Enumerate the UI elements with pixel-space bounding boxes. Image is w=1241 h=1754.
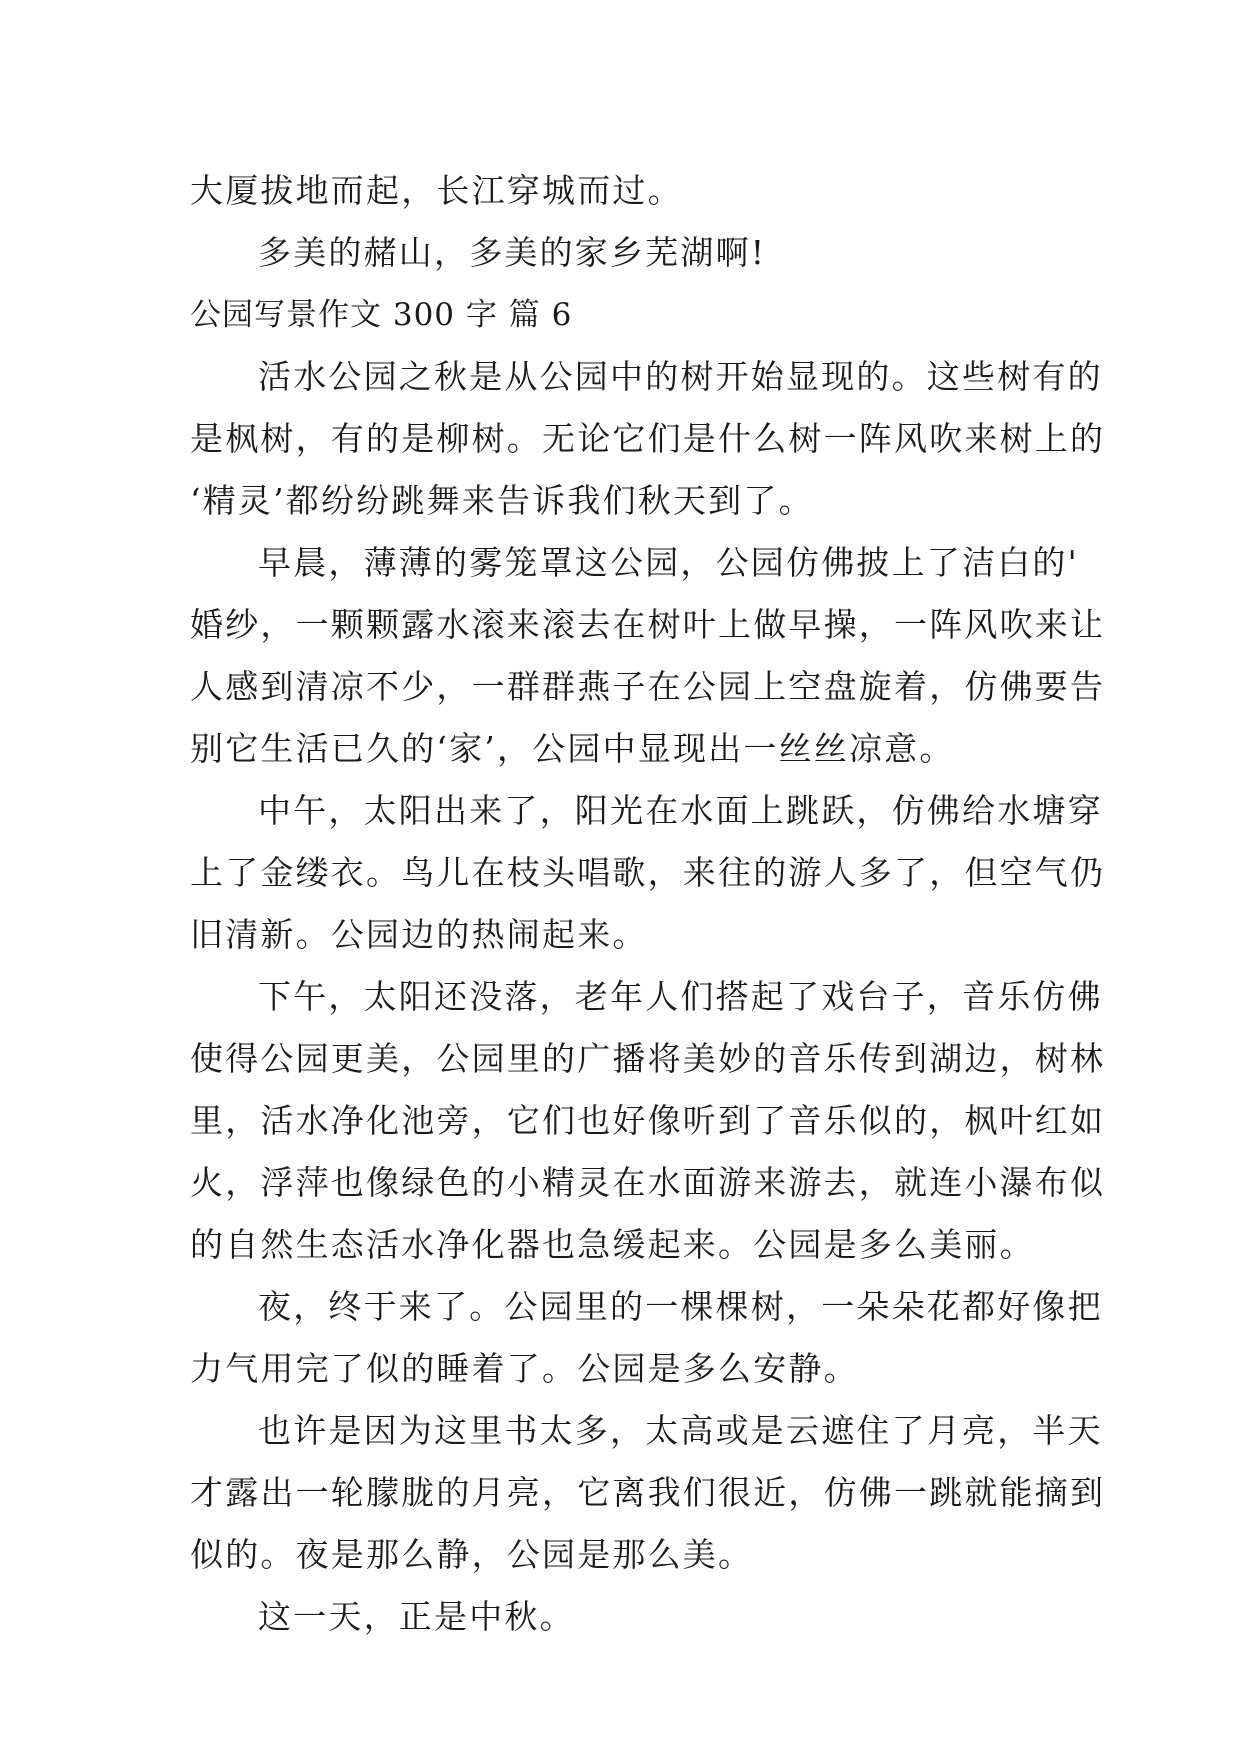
text-line: 上了金缕衣。鸟儿在枝头唱歌，来往的游人多了，但空气仍 [190,853,1106,892]
paragraph-line: 中午，太阳出来了，阳光在水面上跳跃，仿佛给水塘穿 [258,791,1103,830]
paragraph-line: 这一天，正是中秋。 [258,1597,575,1636]
text-line: ‘精灵’都纷纷跳舞来告诉我们秋天到了。 [190,481,814,520]
text-line: 是枫树，有的是柳树。无论它们是什么树一阵风吹来树上的 [190,419,1106,458]
paragraph-line: 活水公园之秋是从公园中的树开始显现的。这些树有的 [258,357,1103,396]
section-heading: 公园写景作文 300 字 篇 6 [190,297,573,333]
text-line: 大厦拔地而起，长江穿城而过。 [190,171,683,210]
text-line: 旧清新。公园边的热闹起来。 [190,915,648,954]
text-line: 的自然生态活水净化器也急缓起来。公园是多么美丽。 [190,1225,1035,1264]
text-line: 使得公园更美，公园里的广播将美妙的音乐传到湖边，树林 [190,1039,1106,1078]
text-line: 火，浮萍也像绿色的小精灵在水面游来游去，就连小瀑布似 [190,1163,1106,1202]
text-line: 人感到清凉不少，一群群燕子在公园上空盘旋着，仿佛要告 [190,667,1106,706]
paragraph-line: 多美的赭山，多美的家乡芜湖啊! [258,233,767,272]
paragraph-line: 早晨，薄薄的雾笼罩这公园，公园仿佛披上了洁白的' [258,543,1079,582]
text-line: 里，活水净化池旁，它们也好像听到了音乐似的，枫叶红如 [190,1101,1106,1140]
paragraph-line: 夜，终于来了。公园里的一棵棵树，一朵朵花都好像把 [258,1287,1103,1326]
text-line: 才露出一轮朦胧的月亮，它离我们很近，仿佛一跳就能摘到 [190,1473,1106,1512]
text-line: 别它生活已久的‘家’，公园中显现出一丝丝凉意。 [190,729,955,768]
paragraph-line: 也许是因为这里书太多，太高或是云遮住了月亮，半天 [258,1411,1103,1450]
document-page [190,160,1106,1648]
text-line: 婚纱，一颗颗露水滚来滚去在树叶上做早操，一阵风吹来让 [190,605,1106,644]
paragraph-line: 下午，太阳还没落，老年人们搭起了戏台子，音乐仿佛 [258,977,1103,1016]
text-line: 力气用完了似的睡着了。公园是多么安静。 [190,1349,859,1388]
text-line: 似的。夜是那么静，公园是那么美。 [190,1535,754,1574]
